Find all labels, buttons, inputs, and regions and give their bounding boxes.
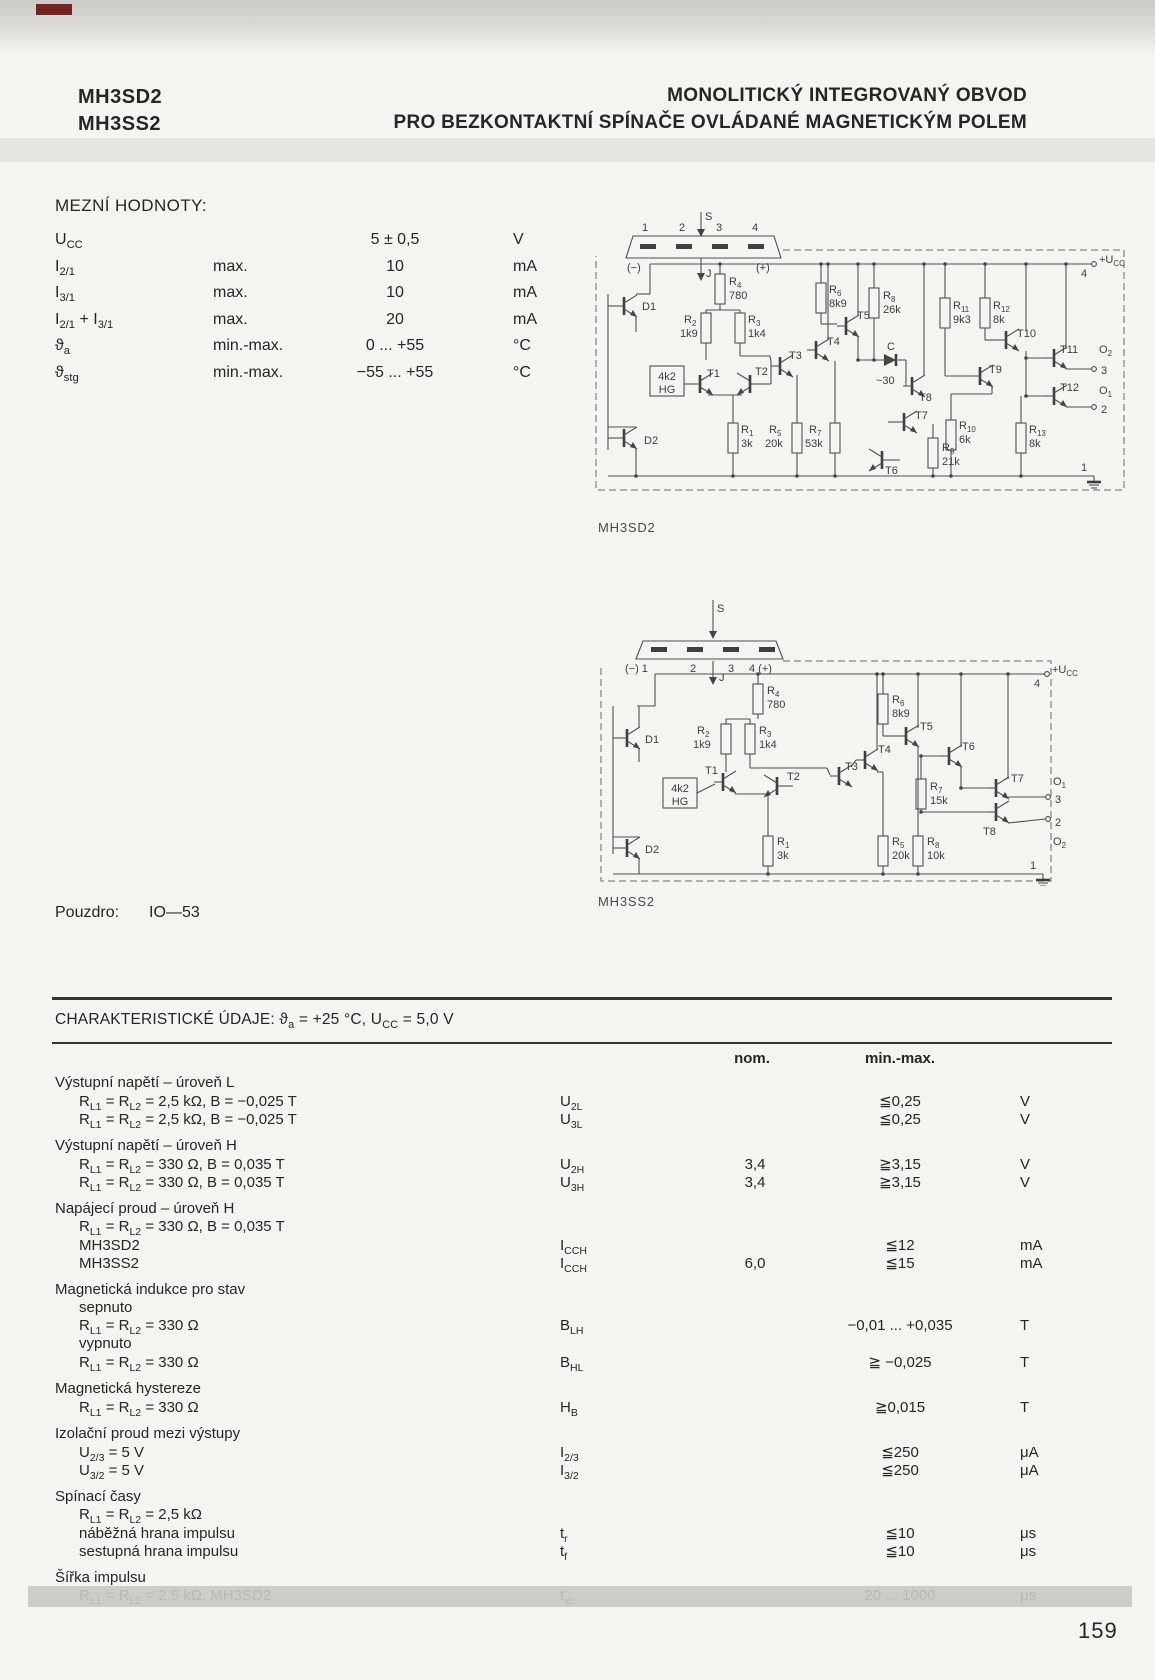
schematic-label: T2: [787, 771, 800, 783]
unit: μs: [1020, 1525, 1037, 1542]
schematic-label: $R_4$: [729, 276, 742, 290]
schematic-label: 8k9: [829, 298, 847, 310]
condition-text: $U_{3/2} = 5$ V: [79, 1462, 145, 1482]
schematic-label: T6: [885, 465, 898, 477]
limits-row: [55, 284, 615, 311]
condition-text: $R_{L1} = R_{L2} = 2,5$ kΩ: [79, 1506, 202, 1526]
schematic-label: 3k: [741, 438, 753, 450]
schematic-label: 780: [729, 290, 748, 302]
limit-symbol: $ϑ_a$: [55, 337, 70, 358]
parameter-symbol: $I_{CCH}$: [560, 1237, 587, 1257]
parameter-symbol: $t_r$: [560, 1525, 568, 1545]
title-line-1: MONOLITICKÝ INTEGROVANÝ OBVOD: [667, 85, 1027, 106]
limit-value: 10: [386, 257, 404, 275]
table-rule-mid: [52, 1042, 1112, 1044]
min-max-value: ≧0,015: [874, 1399, 926, 1416]
schematic-label: T11: [1060, 344, 1079, 356]
page-number: 159: [1078, 1618, 1118, 1643]
limit-symbol: $U_{CC}$: [55, 231, 83, 252]
unit: V: [1020, 1156, 1031, 1173]
min-max-value: −0,01 ... +0,035: [847, 1317, 953, 1334]
schematic-label: $R_2$: [684, 314, 697, 328]
characteristics-section-title: Výstupní napětí – úroveň L: [55, 1074, 235, 1091]
schematic-label: D2: [645, 844, 660, 856]
schematic-label: HG: [658, 384, 676, 396]
condition-text: $R_{L1} = R_{L2} = 330$ Ω: [79, 1399, 199, 1419]
condition-text: $R_{L1} = R_{L2} = 330$ Ω, B = 0,035 T: [79, 1218, 285, 1238]
limit-values-table: [55, 196, 615, 390]
schematic-label: T4: [878, 744, 891, 756]
arrow-markers: [709, 600, 717, 685]
schematic-label: 3: [728, 663, 735, 675]
arrow-markers: [697, 212, 705, 281]
wires: [613, 674, 1045, 874]
schematic-label: $R_9$: [942, 442, 955, 456]
condition-text: MH3SS2: [79, 1255, 140, 1272]
limit-value: 5 ± 0,5: [370, 231, 420, 248]
schematic-label: $R_5$: [769, 424, 782, 438]
schematic-label: 4: [752, 222, 759, 234]
schematic-label: 2: [679, 222, 686, 234]
limit-unit: mA: [513, 310, 537, 328]
schematic-label: T4: [827, 336, 840, 348]
schematic-label: $O_2$: [1053, 836, 1066, 850]
unit: μA: [1020, 1444, 1039, 1461]
characteristics-section-title: Šířka impulsu: [55, 1569, 146, 1586]
limit-unit: V: [513, 231, 524, 248]
ground-symbol: [1036, 874, 1050, 886]
schematic-label: 1k9: [693, 739, 711, 751]
schematic-label: (−) 1: [625, 663, 648, 675]
characteristics-data-row: [55, 1173, 1115, 1194]
condition-text: $R_{L1} = R_{L2} = 330$ Ω: [79, 1354, 199, 1374]
limit-symbol: $I_{2/1} + I_{3/1}$: [55, 310, 114, 331]
schematic-mh3sd2: [588, 198, 1128, 503]
limit-unit: mA: [513, 257, 537, 275]
schematic-label: 1k4: [748, 328, 766, 340]
schematic-label: 4: [1081, 268, 1088, 280]
schematic-label: 10k: [927, 850, 945, 862]
limits-row: [55, 311, 615, 338]
min-max-value: ≧3,15: [879, 1174, 921, 1191]
min-max-value: ≦10: [885, 1525, 915, 1542]
schematic-label: 2: [1101, 404, 1108, 416]
limit-unit: mA: [513, 284, 537, 301]
characteristics-section-title: Magnetická indukce pro stav: [55, 1281, 246, 1298]
schematic-label: (−): [627, 262, 641, 274]
scan-artifact-header-band: [0, 138, 1155, 162]
condition-text: MH3SD2: [79, 1237, 140, 1254]
ground-symbol: [1087, 476, 1101, 488]
schematic-label: D1: [642, 301, 657, 313]
schematic-label: 3: [716, 222, 723, 234]
unit: T: [1020, 1399, 1030, 1416]
parameter-symbol: $U_{3H}$: [560, 1174, 585, 1194]
characteristics-section-title: Napájecí proud – úroveň H: [55, 1200, 235, 1217]
limit-symbol: $I_{3/1}$: [55, 284, 76, 305]
unit: T: [1020, 1317, 1030, 1334]
characteristics-condition-row: [55, 1506, 1115, 1524]
schematic-label: 4k2: [671, 783, 689, 795]
characteristics-condition-row: [55, 1335, 1115, 1353]
schematic-label: J: [719, 672, 725, 684]
parameter-symbol: $I_{2/3}$: [560, 1444, 579, 1464]
schematic-label: $O_1$: [1099, 385, 1112, 399]
limit-condition: max.: [213, 257, 248, 275]
schematic-label: $R_6$: [829, 284, 842, 298]
schematic-label: 1: [642, 222, 649, 234]
page-title: [393, 82, 1027, 136]
scan-artifact-bottom-band: [28, 1586, 1132, 1607]
min-max-value: ≧ −0,025: [868, 1354, 932, 1371]
unit: V: [1020, 1111, 1031, 1128]
characteristics-data-row: [55, 1317, 1115, 1335]
schematic-label: $R_8$: [927, 836, 940, 850]
schematic-label: T3: [845, 761, 858, 773]
unit: μA: [1020, 1462, 1039, 1479]
min-max-value: ≦10: [885, 1543, 915, 1560]
schematic-label: 4k2: [658, 371, 676, 383]
schematic-label: 3: [1055, 794, 1062, 806]
scan-artifact-red-mark: [36, 4, 72, 15]
parameter-symbol: $U_{2L}$: [560, 1093, 583, 1113]
parameter-symbol: $H_B$: [560, 1399, 578, 1419]
schematic-label: T2: [755, 366, 768, 378]
package-outline: [636, 641, 783, 659]
parameter-symbol: $B_{LH}$: [560, 1317, 584, 1337]
schematic2-caption: MH3SS2: [598, 894, 655, 909]
schematic-label: $R_1$: [741, 424, 754, 438]
wires: [608, 264, 1094, 476]
schematic-label: $R_7$: [809, 424, 822, 438]
unit: T: [1020, 1354, 1030, 1371]
schematic-label: $R_2$: [697, 725, 710, 739]
schematic-label: 8k: [1029, 438, 1041, 450]
schematic-label: 6k: [959, 434, 971, 446]
schematic-label: 53k: [805, 438, 823, 450]
junction-dots: [634, 262, 1068, 478]
schematic-label: $+U_{CC}$: [1099, 254, 1125, 268]
limit-unit: °C: [513, 337, 531, 354]
parameter-symbol: $t_f$: [560, 1543, 568, 1563]
schematic-label: T3: [789, 350, 802, 362]
schematic-label: $+U_{CC}$: [1052, 664, 1078, 678]
schematic-label: 21k: [942, 456, 960, 468]
schematic-label: T7: [915, 410, 928, 422]
schematic-label: 15k: [930, 795, 948, 807]
unit: mA: [1020, 1255, 1043, 1272]
schematic-label: J: [706, 268, 712, 280]
limit-condition: min.-max.: [213, 363, 284, 381]
schematic-label: S: [705, 211, 713, 223]
condition-text: $U_{2/3} = 5$ V: [79, 1444, 145, 1464]
schematic-label: C: [887, 341, 895, 353]
diode-symbol: [884, 354, 896, 366]
schematic-label: 4 (+): [749, 663, 772, 675]
limit-value: 0 ... +55: [365, 337, 425, 354]
package-value: IO—53: [149, 904, 200, 921]
package-outline: [626, 236, 781, 258]
schematic-label: 2: [690, 663, 697, 675]
schematic-label: T8: [919, 392, 932, 404]
characteristics-section-title: Výstupní napětí – úroveň H: [55, 1137, 237, 1154]
characteristics-data-row: [55, 1461, 1115, 1482]
characteristics-data-row: [55, 1353, 1115, 1374]
characteristics-data-row: [55, 1236, 1115, 1257]
schematic-label: 3: [1101, 365, 1108, 377]
schematic-label: 4: [1034, 678, 1041, 690]
schematic-label: 9k3: [953, 314, 971, 326]
schematic-label: $R_5$: [892, 836, 905, 850]
schematic-label: T10: [1017, 328, 1036, 340]
limit-symbol: $ϑ_{stg}$: [55, 363, 79, 384]
min-max-value: ≦0,25: [879, 1111, 921, 1128]
column-header-nom: nom.: [734, 1050, 770, 1067]
condition-text: $R_{L1} = R_{L2} = 330$ Ω: [79, 1317, 199, 1337]
schematic-label: 3k: [777, 850, 789, 862]
limit-condition: min.-max.: [213, 337, 284, 354]
schematic-mh3ss2: [593, 586, 1093, 886]
part-number-2: MH3SS2: [78, 113, 162, 135]
characteristics-title: CHARAKTERISTICKÉ ÚDAJE: $ϑ_a = +25$ °C, $U_{CC} = 5,0$ V: [55, 1011, 454, 1032]
schematic-label: 1k4: [759, 739, 777, 751]
schematic-label: $R_7$: [930, 781, 943, 795]
schematic-label: T1: [705, 765, 718, 777]
condition-text: vypnuto: [79, 1335, 132, 1352]
schematic-label: T8: [983, 826, 996, 838]
part-number-1: MH3SD2: [78, 86, 163, 108]
unit: V: [1020, 1174, 1031, 1191]
pin-circles: [1045, 672, 1051, 822]
limit-condition: max.: [213, 284, 248, 301]
schematic-label: T9: [989, 364, 1002, 376]
characteristics-condition-row: [55, 1218, 1115, 1236]
schematic-label: 20k: [765, 438, 783, 450]
schematic-label: $R_8$: [883, 290, 896, 304]
condition-text: $R_{L1} = R_{L2} = 330$ Ω, B = 0,035 T: [79, 1174, 285, 1194]
limit-value: 10: [386, 284, 404, 301]
schematic-label: $R_{13}$: [1029, 424, 1046, 438]
scan-artifact-top-band: [0, 0, 1155, 54]
column-header-minmax: min.-max.: [864, 1050, 936, 1067]
min-max-value: ≦250: [881, 1444, 919, 1461]
limits-row: [55, 258, 615, 285]
parameter-symbol: $I_{CCH}$: [560, 1255, 587, 1275]
schematic-label: $R_4$: [767, 685, 780, 699]
schematic-label: $R_{11}$: [953, 300, 970, 314]
schematic-label: $R_3$: [748, 314, 761, 328]
schematic-label: $O_2$: [1099, 344, 1112, 358]
schematic-label: $R_3$: [759, 725, 772, 739]
package-label: Pouzdro:: [55, 904, 120, 921]
nominal-value: 3,4: [744, 1174, 766, 1191]
schematic-label: ~30: [876, 375, 895, 387]
schematic-label: D2: [644, 435, 659, 447]
limits-title: MEZNÍ HODNOTY:: [55, 196, 207, 215]
schematic-label: 2: [1055, 817, 1062, 829]
title-line-2: PRO BEZKONTAKTNÍ SPÍNAČE OVLÁDANÉ MAGNETICKÝM POLEM: [393, 112, 1027, 133]
schematic-label: $O_1$: [1053, 776, 1066, 790]
min-max-value: ≧3,15: [879, 1156, 921, 1173]
schematic-label: T1: [707, 368, 720, 380]
characteristics-data-row: [55, 1398, 1115, 1419]
schematic-label: 1: [1081, 462, 1088, 474]
package-line: [55, 904, 200, 922]
limit-condition: max.: [213, 310, 248, 328]
schematic-label: $R_{10}$: [959, 420, 976, 434]
characteristics-data-row: [55, 1524, 1115, 1545]
characteristics-condition-row: [55, 1299, 1115, 1317]
min-max-value: ≦250: [881, 1462, 919, 1479]
limit-value: 20: [386, 310, 404, 328]
characteristics-rows: [55, 1074, 1115, 1605]
unit: μs: [1020, 1543, 1037, 1560]
schematic-label: T5: [857, 310, 870, 322]
unit: V: [1020, 1093, 1031, 1110]
nominal-value: 3,4: [744, 1156, 766, 1173]
schematic-label: $R_1$: [777, 836, 790, 850]
limit-value: −55 ... +55: [356, 363, 434, 381]
limits-row: [55, 364, 615, 391]
characteristics-section-title: Spínací časy: [55, 1488, 141, 1505]
schematic-labels: [625, 603, 1078, 872]
schematic-label: (+): [756, 262, 770, 274]
schematic-label: 8k: [993, 314, 1005, 326]
parameter-symbol: $B_{HL}$: [560, 1354, 584, 1374]
schematic-label: HG: [671, 796, 689, 808]
condition-text: sepnuto: [79, 1299, 133, 1316]
unit: mA: [1020, 1237, 1043, 1254]
schematic-label: 26k: [883, 304, 901, 316]
schematic-label: 780: [767, 699, 786, 711]
condition-text: $R_{L1} = R_{L2} = 330$ Ω, B = 0,035 T: [79, 1156, 285, 1176]
characteristics-data-row: [55, 1254, 1115, 1275]
limits-rows: [55, 231, 615, 390]
condition-text: $R_{L1} = R_{L2} = 2,5$ kΩ, B = −0,025 T: [79, 1093, 297, 1113]
schematic-label: 8k9: [892, 708, 910, 720]
schematic-label: T5: [920, 721, 933, 733]
schematic-labels: [627, 211, 1125, 477]
schematic-label: T12: [1060, 382, 1079, 394]
parameter-symbol: $U_{3L}$: [560, 1111, 583, 1131]
condition-text: náběžná hrana impulsu: [79, 1525, 235, 1542]
characteristics-data-row: [55, 1110, 1115, 1131]
table-rule-top: [52, 997, 1112, 1000]
characteristics-section-title: Izolační proud mezi výstupy: [55, 1425, 241, 1442]
schematic-label: 1k9: [680, 328, 698, 340]
pin-circles: [1092, 262, 1097, 410]
schematic-label: $R_{12}$: [993, 300, 1010, 314]
condition-text: $R_{L1} = R_{L2} = 2,5$ kΩ, B = −0,025 T: [79, 1111, 297, 1131]
schematic-label: 20k: [892, 850, 910, 862]
characteristics-data-row: [55, 1092, 1115, 1113]
parameter-symbol: $I_{3/2}$: [560, 1462, 579, 1482]
characteristics-section-title: Magnetická hystereze: [55, 1380, 201, 1397]
part-numbers: [78, 84, 162, 138]
characteristics-data-row: [55, 1542, 1115, 1563]
nominal-value: 6,0: [744, 1255, 766, 1272]
min-max-value: ≦0,25: [879, 1093, 921, 1110]
characteristics-data-row: [55, 1443, 1115, 1464]
schematic-border: [596, 250, 1124, 490]
schematic-label: 1: [1030, 860, 1037, 872]
limits-row: [55, 337, 615, 364]
schematic-label: S: [717, 603, 725, 615]
min-max-value: ≦15: [885, 1255, 915, 1272]
schematic1-caption: MH3SD2: [598, 520, 656, 535]
min-max-value: ≦12: [885, 1237, 915, 1254]
limits-row: [55, 231, 615, 258]
characteristics-data-row: [55, 1155, 1115, 1176]
condition-text: sestupná hrana impulsu: [79, 1543, 239, 1560]
limit-symbol: $I_{2/1}$: [55, 257, 76, 278]
limit-unit: °C: [513, 363, 531, 381]
schematic-label: T7: [1011, 773, 1024, 785]
schematic-label: D1: [645, 734, 660, 746]
schematic-label: $R_6$: [892, 694, 905, 708]
schematic-label: T6: [962, 741, 975, 753]
schematic-border: [601, 661, 1051, 881]
parameter-symbol: $U_{2H}$: [560, 1156, 585, 1176]
